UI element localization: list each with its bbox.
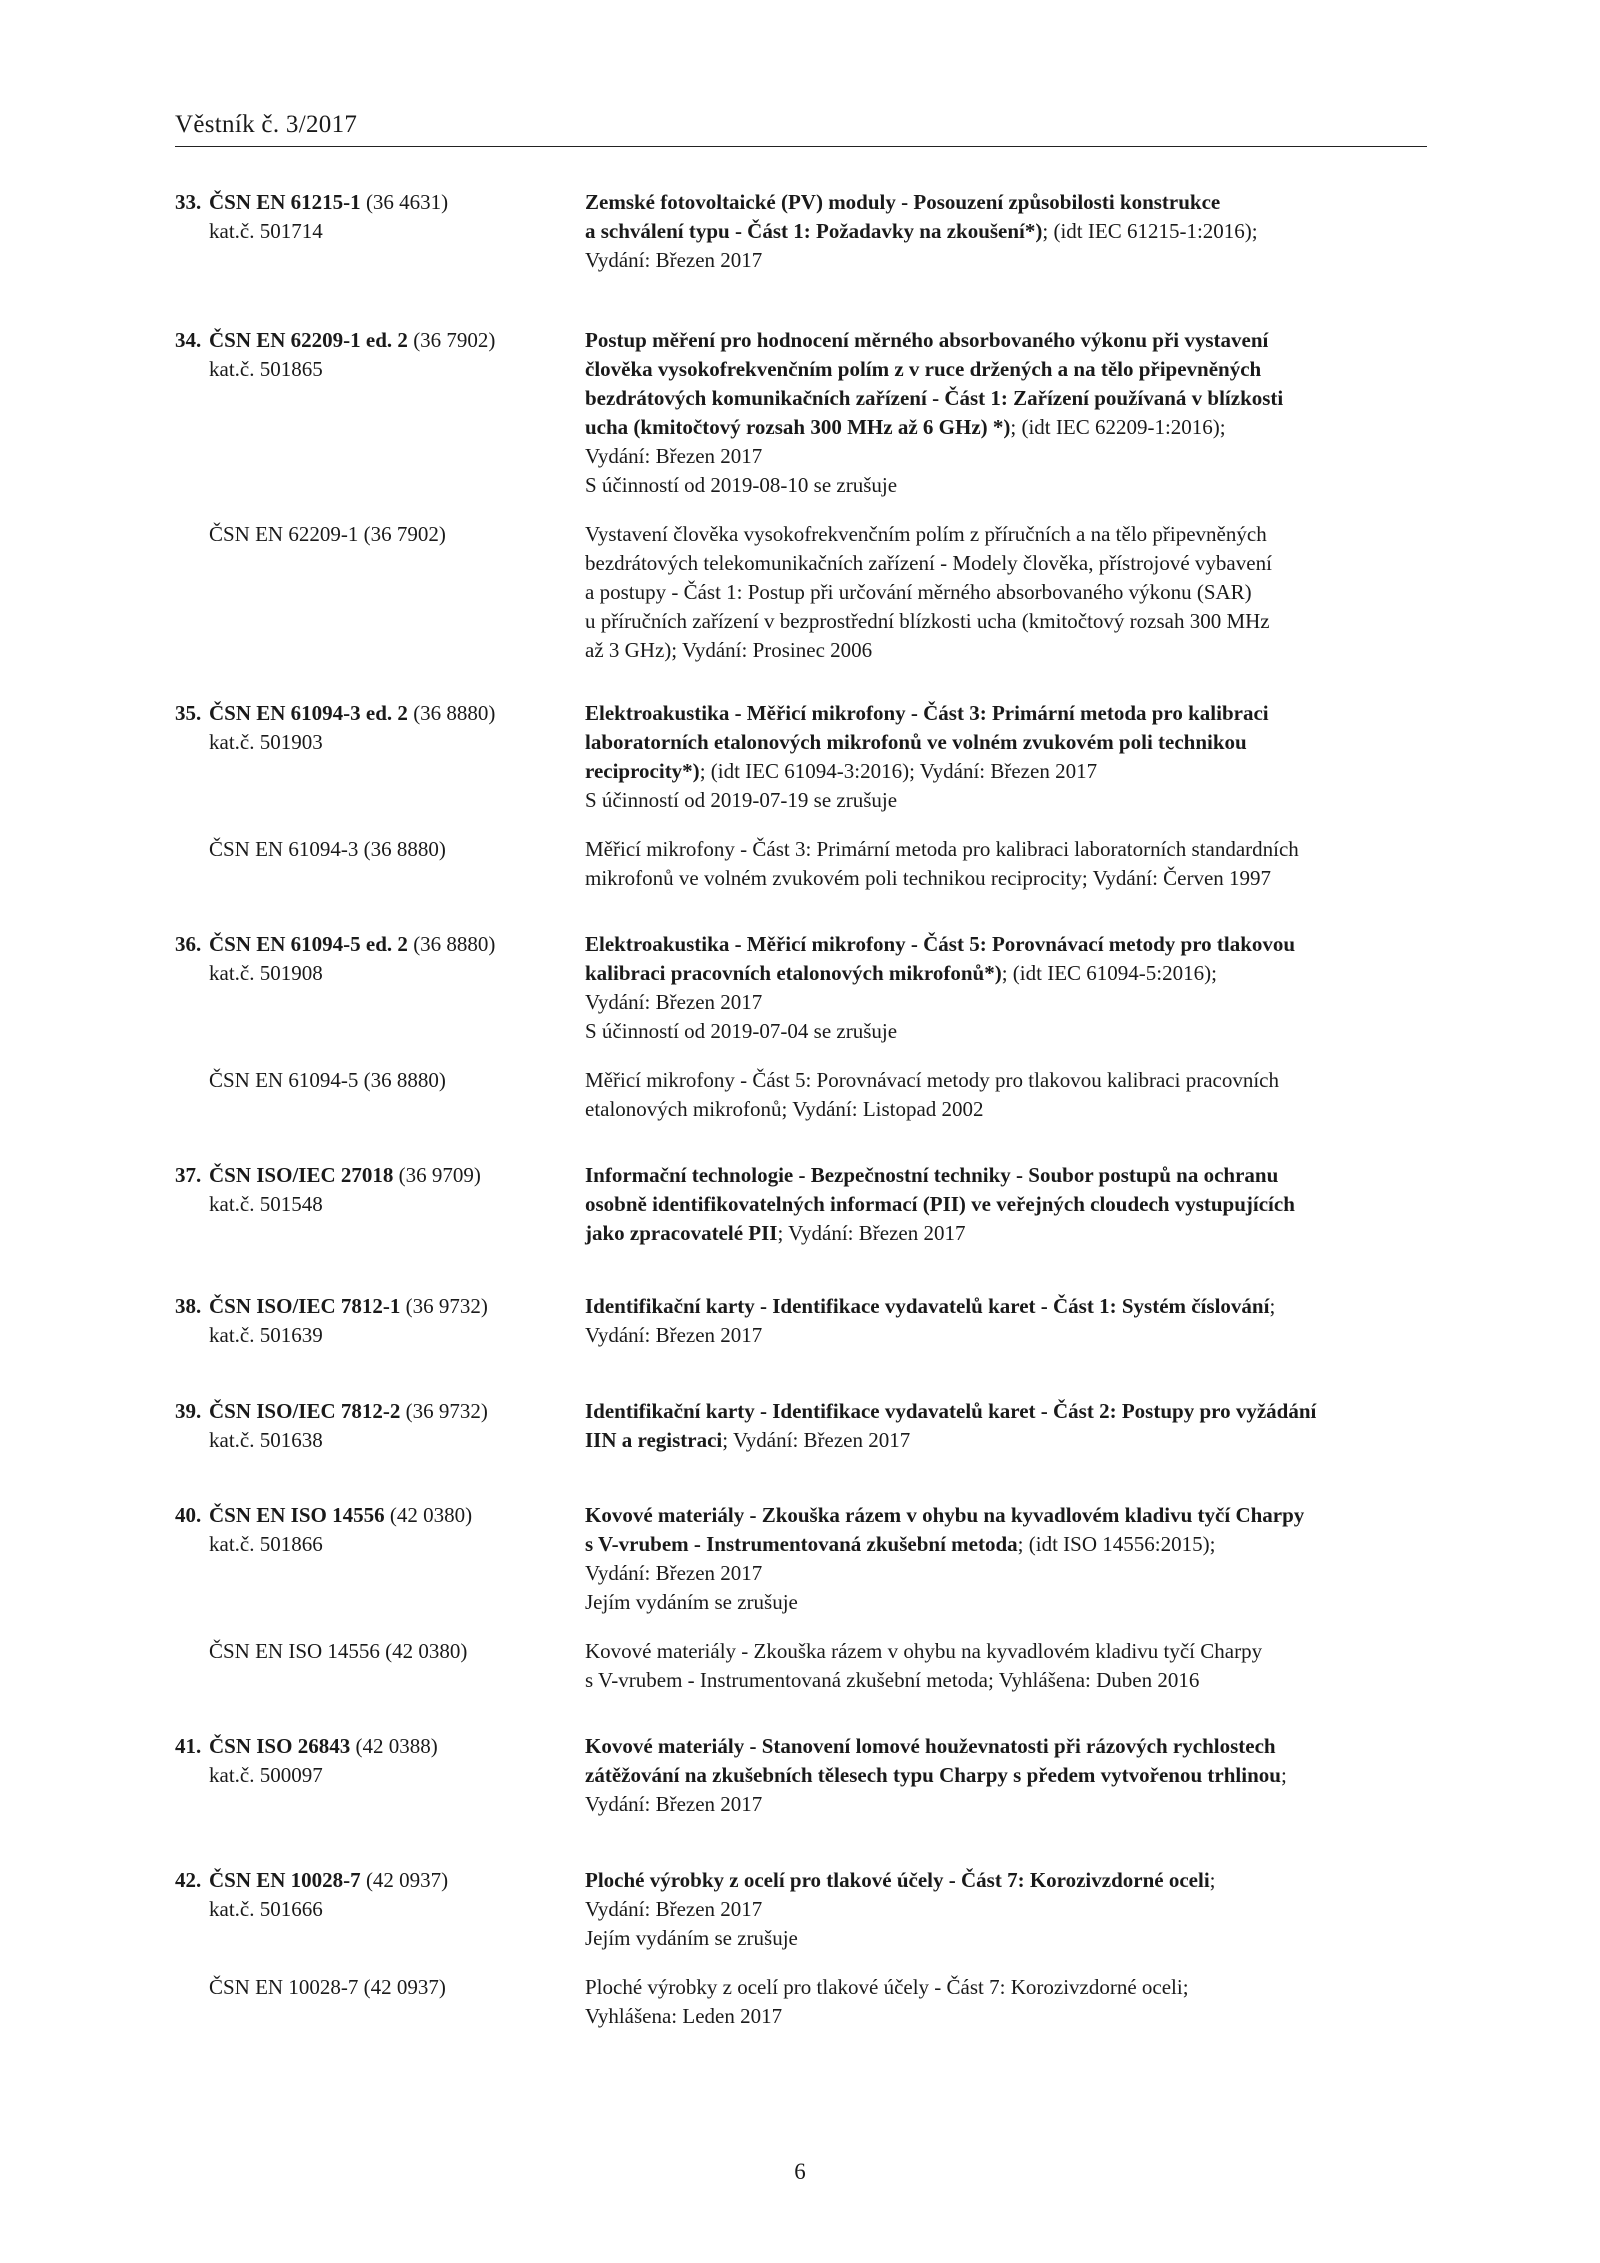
withdrawal-note: S účinností od 2019-07-19 se zrušuje bbox=[585, 788, 898, 812]
standard-code: ČSN ISO/IEC 7812-1 bbox=[209, 1294, 401, 1318]
classification-code: (36 7902) bbox=[413, 328, 496, 352]
standard-entry bbox=[175, 1732, 1427, 1819]
issue-date: Vydání: Březen 2017 bbox=[585, 248, 763, 272]
standard-title: Elektroakustika - Měřicí mikrofony - Část 5: Porovnávací metody pro tlakovou kalibraci pracovních etalonových mikrofonů*); (idt IEC 61094-5:2016); Vydání: Březen 2017 S účinností od 2019-07-04 se zrušuje bbox=[585, 930, 1427, 1046]
standard-code: ČSN ISO/IEC 27018 bbox=[209, 1163, 394, 1187]
catalog-number: kat.č. 501903 bbox=[209, 730, 323, 754]
header-divider bbox=[175, 146, 1427, 147]
replaced-standard-title: Měřicí mikrofony - Část 3: Primární metoda pro kalibraci laboratorních standardních mikrofonů ve volném zvukovém poli technikou reciprocity; Vydání: Červen 1997 bbox=[585, 837, 1299, 890]
replaced-standard-title: Kovové materiály - Zkouška rázem v ohybu na kyvadlovém kladivu tyčí Charpy s V-vrubem - Instrumentovaná zkušební metoda; Vyhlášena: Duben 2016 bbox=[585, 1639, 1263, 1692]
standard-entry bbox=[175, 1866, 1427, 2031]
standard-designation bbox=[175, 1397, 585, 1455]
catalog-number: kat.č. 501548 bbox=[209, 1192, 323, 1216]
entry-number: 39. bbox=[175, 1399, 202, 1423]
standard-code: ČSN EN 61215-1 bbox=[209, 190, 361, 214]
publication-title: Věstník č. 3/2017 bbox=[175, 111, 358, 138]
catalog-number: kat.č. 501638 bbox=[209, 1428, 323, 1452]
page-number: 6 bbox=[794, 2159, 806, 2184]
entry-replaced-standard bbox=[175, 1973, 1427, 2031]
standard-designation bbox=[175, 1292, 585, 1350]
standard-entry bbox=[175, 326, 1427, 665]
replaced-standard-designation: ČSN EN 62209-1 (36 7902) bbox=[209, 522, 446, 546]
standard-designation bbox=[175, 699, 585, 757]
standard-title: Identifikační karty - Identifikace vydavatelů karet - Část 2: Postupy pro vyžádání IIN a registraci; Vydání: Březen 2017 bbox=[585, 1399, 1317, 1452]
issue-date: Vydání: Březen 2017 bbox=[585, 1792, 763, 1816]
withdrawal-note: Jejím vydáním se zrušuje bbox=[585, 1590, 798, 1614]
replaced-standard-designation: ČSN EN 10028-7 (42 0937) bbox=[209, 1975, 446, 1999]
entry-new-standard bbox=[175, 1292, 1427, 1350]
classification-code: (36 9732) bbox=[405, 1294, 488, 1318]
standard-designation bbox=[175, 930, 585, 988]
classification-code: (36 8880) bbox=[413, 932, 496, 956]
entry-number: 38. bbox=[175, 1294, 202, 1318]
standard-code: ČSN EN 61094-5 ed. 2 bbox=[209, 932, 408, 956]
issue-date: Vydání: Březen 2017 bbox=[585, 990, 763, 1014]
standard-title: Identifikační karty - Identifikace vydavatelů karet - Část 1: Systém číslování; Vydání: Březen 2017 bbox=[585, 1292, 1427, 1350]
replaced-standard-designation: ČSN EN 61094-3 (36 8880) bbox=[209, 837, 446, 861]
withdrawal-note: S účinností od 2019-08-10 se zrušuje bbox=[585, 473, 898, 497]
entry-replaced-standard bbox=[175, 835, 1427, 893]
entry-new-standard bbox=[175, 1866, 1427, 1953]
entry-new-standard bbox=[175, 326, 1427, 500]
standard-designation bbox=[175, 1501, 585, 1559]
entry-new-standard bbox=[175, 1732, 1427, 1819]
standard-designation bbox=[175, 1732, 585, 1790]
standard-designation bbox=[175, 188, 585, 246]
classification-code: (36 9709) bbox=[398, 1163, 481, 1187]
entry-number: 42. bbox=[175, 1868, 202, 1892]
standard-entry bbox=[175, 1161, 1427, 1248]
catalog-number: kat.č. 501666 bbox=[209, 1897, 323, 1921]
entry-replaced-standard bbox=[175, 520, 1427, 665]
standard-designation bbox=[175, 326, 585, 384]
catalog-number: kat.č. 501639 bbox=[209, 1323, 323, 1347]
entry-number: 36. bbox=[175, 932, 202, 956]
classification-code: (36 9732) bbox=[405, 1399, 488, 1423]
entry-new-standard bbox=[175, 699, 1427, 815]
classification-code: (36 8880) bbox=[413, 701, 496, 725]
issue-date: Vydání: Březen 2017 bbox=[585, 444, 763, 468]
standard-entry bbox=[175, 1292, 1427, 1350]
entry-number: 34. bbox=[175, 328, 202, 352]
standard-title: Ploché výrobky z ocelí pro tlakové účely - Část 7: Korozivzdorné oceli; Vydání: Březen 2017 Jejím vydáním se zrušuje bbox=[585, 1866, 1427, 1953]
standard-designation bbox=[175, 1866, 585, 1924]
replaced-standard-title: Vystavení člověka vysokofrekvenčním polím z příručních a na tělo připevněných bezdrátových telekomunikačních zařízení - Modely člověka, přístrojové vybavení a postupy - Část 1: Postup při určování měrného absorbovaného výkonu (SAR) u příručních zařízení v bezprostřední blízkosti ucha (kmitočtový rozsah 300 MHz až 3 GHz); Vydání: Prosinec 2006 bbox=[585, 522, 1272, 662]
entry-new-standard bbox=[175, 930, 1427, 1046]
replaced-standard-title: Ploché výrobky z ocelí pro tlakové účely - Část 7: Korozivzdorné oceli; Vyhlášena: Leden 2017 bbox=[585, 1975, 1189, 2028]
entry-replaced-standard bbox=[175, 1066, 1427, 1124]
issue-date: Vydání: Březen 2017 bbox=[585, 1897, 763, 1921]
replaced-standard-title: Měřicí mikrofony - Část 5: Porovnávací metody pro tlakovou kalibraci pracovních etalonových mikrofonů; Vydání: Listopad 2002 bbox=[585, 1068, 1279, 1121]
entry-new-standard bbox=[175, 1501, 1427, 1617]
catalog-number: kat.č. 501714 bbox=[209, 219, 323, 243]
standard-title: Zemské fotovoltaické (PV) moduly - Posouzení způsobilosti konstrukce a schválení typu - Část 1: Požadavky na zkoušení*); (idt IEC 61215-1:2016); Vydání: Březen 2017 bbox=[585, 188, 1427, 275]
standard-entry bbox=[175, 1397, 1427, 1455]
issue-date: Vydání: Březen 2017 bbox=[585, 1561, 763, 1585]
standard-entry bbox=[175, 188, 1427, 275]
entry-number: 37. bbox=[175, 1163, 202, 1187]
standard-code: ČSN EN 62209-1 ed. 2 bbox=[209, 328, 408, 352]
entry-number: 41. bbox=[175, 1734, 202, 1758]
entry-number: 40. bbox=[175, 1503, 202, 1527]
withdrawal-note: S účinností od 2019-07-04 se zrušuje bbox=[585, 1019, 898, 1043]
standard-designation bbox=[175, 1161, 585, 1219]
entry-number: 35. bbox=[175, 701, 202, 725]
standard-entry bbox=[175, 699, 1427, 893]
withdrawal-note: Jejím vydáním se zrušuje bbox=[585, 1926, 798, 1950]
catalog-number: kat.č. 500097 bbox=[209, 1763, 323, 1787]
standard-code: ČSN EN ISO 14556 bbox=[209, 1503, 385, 1527]
standard-title: Kovové materiály - Stanovení lomové houževnatosti při rázových rychlostech zátěžování na zkušebních tělesech typu Charpy s předem vytvořenou trhlinou; Vydání: Březen 2017 bbox=[585, 1732, 1427, 1819]
standard-title: Elektroakustika - Měřicí mikrofony - Část 3: Primární metoda pro kalibraci laboratorních etalonových mikrofonů ve volném zvukovém poli technikou reciprocity*); (idt IEC 61094-3:2016); Vydání: Březen 2017 S účinností od 2019-07-19 se zrušuje bbox=[585, 699, 1427, 815]
issue-date: Vydání: Březen 2017 bbox=[585, 1323, 763, 1347]
entry-new-standard bbox=[175, 1161, 1427, 1248]
standard-code: ČSN ISO 26843 bbox=[209, 1734, 351, 1758]
entry-new-standard bbox=[175, 1397, 1427, 1455]
standard-code: ČSN EN 61094-3 ed. 2 bbox=[209, 701, 408, 725]
standard-title: Informační technologie - Bezpečnostní techniky - Soubor postupů na ochranu osobně identifikovatelných informací (PII) ve veřejných cloudech vystupujících jako zpracovatelé PII; Vydání: Březen 2017 bbox=[585, 1163, 1295, 1245]
classification-code: (36 4631) bbox=[365, 190, 449, 214]
catalog-number: kat.č. 501908 bbox=[209, 961, 323, 985]
catalog-number: kat.č. 501866 bbox=[209, 1532, 323, 1556]
standard-code: ČSN EN 10028-7 bbox=[209, 1868, 361, 1892]
standard-entry bbox=[175, 1501, 1427, 1695]
standard-code: ČSN ISO/IEC 7812-2 bbox=[209, 1399, 401, 1423]
entry-new-standard bbox=[175, 188, 1427, 275]
replaced-standard-designation: ČSN EN ISO 14556 (42 0380) bbox=[209, 1639, 468, 1663]
standard-entry bbox=[175, 930, 1427, 1124]
replaced-standard-designation: ČSN EN 61094-5 (36 8880) bbox=[209, 1068, 446, 1092]
classification-code: (42 0937) bbox=[365, 1868, 449, 1892]
entry-number: 33. bbox=[175, 190, 202, 214]
classification-code: (42 0388) bbox=[355, 1734, 438, 1758]
standard-title: Postup měření pro hodnocení měrného absorbovaného výkonu při vystavení člověka vysokofrekvenčním polím z v ruce držených a na tělo připevněných bezdrátových komunikačních zařízení - Část 1: Zařízení používaná v blízkosti ucha (kmitočtový rozsah 300 MHz až 6 GHz) *); (idt IEC 62209-1:2016); Vydání: Březen 2017 S účinností od 2019-08-10 se zrušuje bbox=[585, 326, 1427, 500]
entry-replaced-standard bbox=[175, 1637, 1427, 1695]
catalog-number: kat.č. 501865 bbox=[209, 357, 323, 381]
classification-code: (42 0380) bbox=[389, 1503, 473, 1527]
standard-title: Kovové materiály - Zkouška rázem v ohybu na kyvadlovém kladivu tyčí Charpy s V-vrubem - Instrumentovaná zkušební metoda; (idt ISO 14556:2015); Vydání: Březen 2017 Jejím vydáním se zrušuje bbox=[585, 1501, 1427, 1617]
